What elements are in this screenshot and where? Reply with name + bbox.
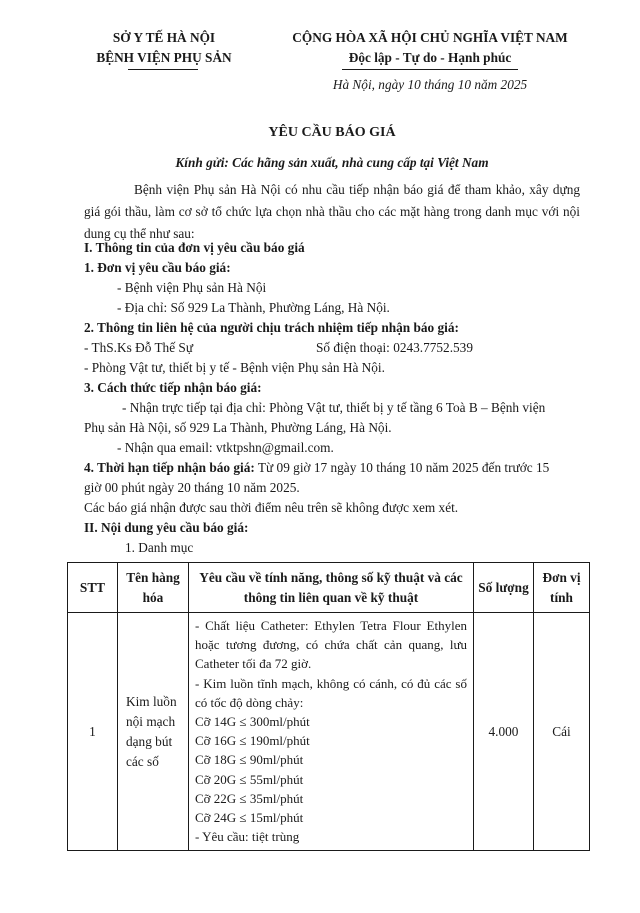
col-header-quantity: Số lượng xyxy=(474,563,534,613)
col-header-unit: Đơn vị tính xyxy=(534,563,590,613)
section-2-heading: II. Nội dung yêu cầu báo giá: xyxy=(84,520,249,535)
table-header-row xyxy=(68,563,590,613)
section-1-1-heading: 1. Đơn vị yêu cầu báo giá: xyxy=(84,260,231,275)
item-table xyxy=(67,562,590,851)
col-header-requirements: Yêu cầu về tính năng, thông số kỹ thuật và các thông tin liên quan về kỹ thuật xyxy=(189,563,474,613)
contact-phone: Số điện thoại: 0243.7752.539 xyxy=(316,340,473,355)
row-quantity: 4.000 xyxy=(474,613,534,851)
req-line: Cỡ 22G ≤ 35ml/phút xyxy=(195,790,304,806)
req-line: - Chất liệu Catheter: Ethylen Tetra Flour Ethylen hoặc tương đương, có chứa chất cản quang, lưu Catheter tối đa 72 giờ. xyxy=(195,618,467,672)
deadline-line2: giờ 00 phút ngày 20 tháng 10 năm 2025. xyxy=(84,480,300,495)
addressee: Kính gửi: Các hãng sản xuất, nhà cung cấp tại Việt Nam xyxy=(175,155,489,170)
deadline-text: Từ 09 giờ 17 ngày 10 tháng 10 năm 2025 đến trước 15 xyxy=(254,460,550,475)
req-line: - Yêu cầu: tiệt trùng xyxy=(195,829,300,845)
section-1-heading: I. Thông tin của đơn vị yêu cầu báo giá xyxy=(84,240,305,255)
unit-address: - Địa chỉ: Số 929 La Thành, Phường Láng, Hà Nội. xyxy=(117,300,390,315)
req-line: - Kim luồn tĩnh mạch, không có cánh, có đủ các số có tốc độ dòng chảy: xyxy=(195,675,467,710)
section-1-2-heading: 2. Thông tin liên hệ của người chịu trách nhiệm tiếp nhận báo giá: xyxy=(84,320,459,335)
row-item-name: Kim luồn nội mạch dạng bút các số xyxy=(118,613,189,851)
section-1-4-heading: 4. Thời hạn tiếp nhận báo giá: xyxy=(84,460,255,475)
table-row xyxy=(68,613,590,851)
row-requirements xyxy=(189,613,474,851)
header-left-underline xyxy=(128,69,198,70)
row-unit: Cái xyxy=(534,613,590,851)
ministry-name: SỞ Y TẾ HÀ NỘI xyxy=(112,30,216,45)
req-line: Cỡ 18G ≤ 90ml/phút xyxy=(195,752,304,768)
country-name: CỘNG HÒA XÃ HỘI CHỦ NGHĨA VIỆT NAM xyxy=(292,30,568,45)
row-stt: 1 xyxy=(68,613,118,851)
req-line: Cỡ 24G ≤ 15ml/phút xyxy=(195,810,304,826)
col-header-name: Tên hàng hóa xyxy=(118,563,189,613)
document-date: Hà Nội, ngày 10 tháng 10 năm 2025 xyxy=(332,77,528,92)
req-line: Cỡ 16G ≤ 190ml/phút xyxy=(195,733,310,749)
deadline-line1 xyxy=(84,460,549,476)
hospital-name: BỆNH VIỆN PHỤ SẢN xyxy=(96,50,232,65)
national-motto: Độc lập - Tự do - Hạnh phúc xyxy=(348,50,512,65)
section-1-3-heading: 3. Cách thức tiếp nhận báo giá: xyxy=(84,380,262,395)
receive-direct-line1: - Nhận trực tiếp tại địa chỉ: Phòng Vật tư, thiết bị y tế tầng 6 Toà B – Bệnh viện xyxy=(122,400,546,415)
receive-email: - Nhận qua email: vtktpshn@gmail.com. xyxy=(117,440,334,455)
header-right-underline xyxy=(342,69,518,70)
contact-department: - Phòng Vật tư, thiết bị y tế - Bệnh viện Phụ sản Hà Nội. xyxy=(84,360,385,375)
late-quote-note: Các báo giá nhận được sau thời điểm nêu trên sẽ không được xem xét. xyxy=(84,500,459,515)
requesting-unit: - Bệnh viện Phụ sản Hà Nội xyxy=(117,280,267,295)
list-label: 1. Danh mục xyxy=(125,540,194,555)
req-line: Cỡ 14G ≤ 300ml/phút xyxy=(195,714,310,730)
col-header-stt: STT xyxy=(68,563,118,613)
req-line: Cỡ 20G ≤ 55ml/phút xyxy=(195,771,304,787)
document-title: YÊU CẦU BÁO GIÁ xyxy=(268,125,396,140)
intro-paragraph: Bệnh viện Phụ sản Hà Nội có nhu cầu tiếp nhận báo giá để tham khảo, xây dựng giá gói thầu, làm cơ sở tổ chức lựa chọn nhà thầu cho các mặt hàng trong danh mục với nội dung cụ thể như sau: xyxy=(84,182,580,241)
receive-direct-line2: Phụ sản Hà Nội, số 929 La Thành, Phường Láng, Hà Nội. xyxy=(84,420,392,435)
contact-person: - ThS.Ks Đỗ Thế Sự xyxy=(84,340,194,355)
